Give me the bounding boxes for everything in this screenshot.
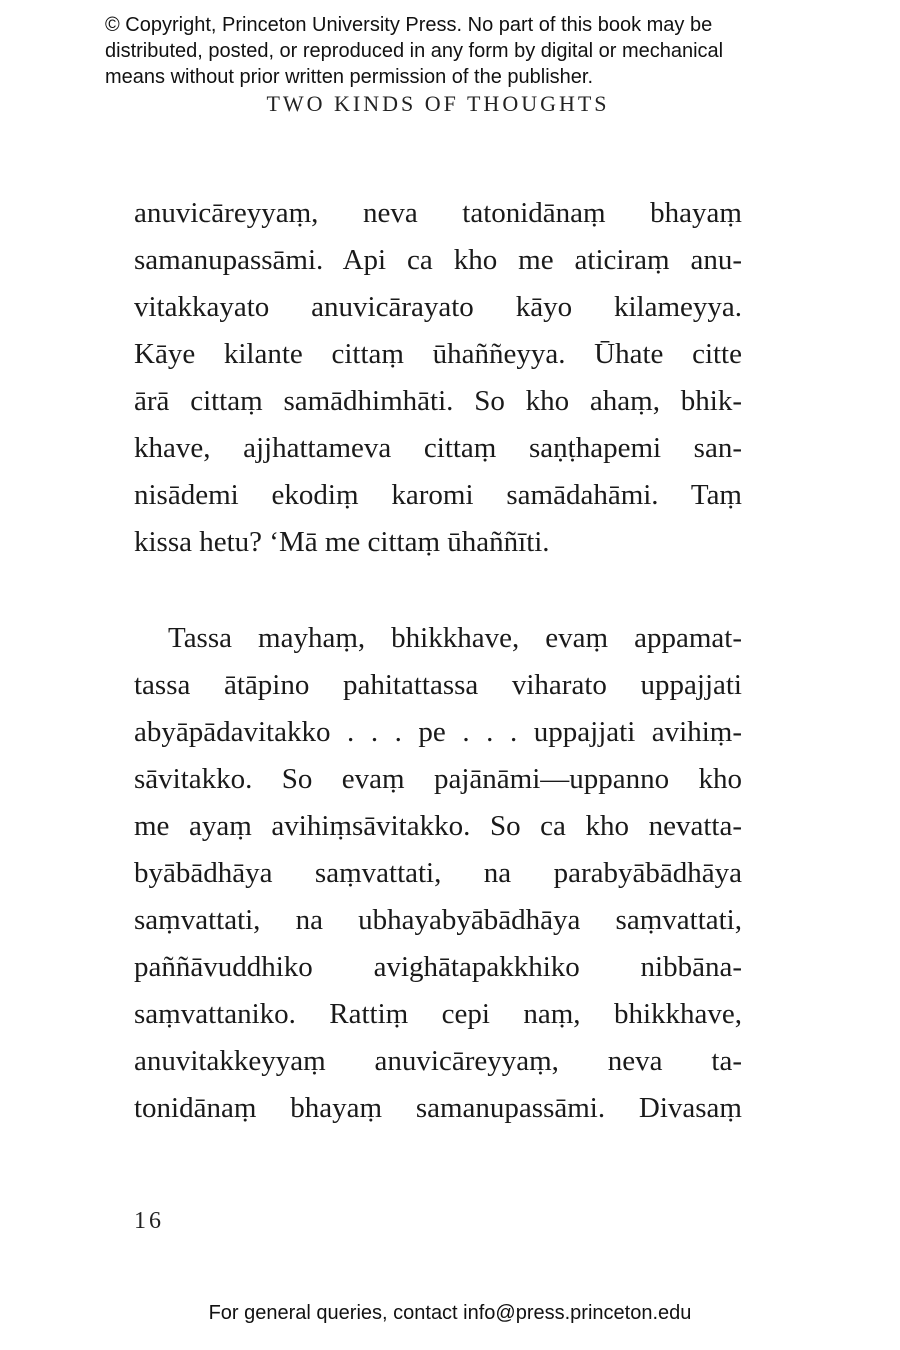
text-line: saṃvattaniko. Rattiṃ cepi naṃ, bhikkhave, <box>134 998 742 1030</box>
text-line: byābādhāya saṃvattati, na parabyābādhāya <box>134 857 742 889</box>
text-line: nisādemi ekodiṃ karomi samādahāmi. Taṃ <box>134 479 742 511</box>
text-line: paññāvuddhiko avighātapakkhiko nibbāna- <box>134 951 742 983</box>
text-line: Tassa mayhaṃ, bhikkhave, evaṃ appamat- <box>168 622 742 654</box>
copyright-line: © Copyright, Princeton University Press. No part of this book may be <box>105 14 713 36</box>
text-line: kissa hetu? ‘Mā me cittaṃ ūhaññīti. <box>134 526 550 558</box>
copyright-line: distributed, posted, or reproduced in any form by digital or mechanical <box>105 40 724 62</box>
text-line: abyāpādavitakko . . . pe . . . uppajjati avihiṃ- <box>134 716 742 748</box>
page-number: 16 <box>134 1208 164 1234</box>
text-line: me ayaṃ avihiṃsāvitakko. So ca kho nevatta- <box>134 810 742 842</box>
copyright-line: means without prior written permission of the publisher. <box>105 66 594 88</box>
footer-contact: For general queries, contact info@press.princeton.edu <box>208 1302 692 1324</box>
text-line: anuvicāreyyaṃ, neva tatonidānaṃ bhayaṃ <box>134 197 742 229</box>
text-line: khave, ajjhattameva cittaṃ saṇṭhapemi san- <box>134 432 742 464</box>
text-line: ārā cittaṃ samādhimhāti. So kho ahaṃ, bhik- <box>134 385 742 417</box>
paragraph-1 <box>134 190 742 566</box>
text-line: tonidānaṃ bhayaṃ samanupassāmi. Divasaṃ <box>134 1092 742 1124</box>
text-line: Kāye kilante cittaṃ ūhaññeyya. Ūhate citte <box>134 338 742 370</box>
copyright-notice <box>105 12 825 90</box>
text-line: tassa ātāpino pahitattassa viharato uppajjati <box>134 669 742 701</box>
running-head: TWO KINDS OF THOUGHTS <box>266 91 610 116</box>
text-line: saṃvattati, na ubhayabyābādhāya saṃvattati, <box>134 904 742 936</box>
text-line: samanupassāmi. Api ca kho me aticiraṃ anu- <box>134 244 742 276</box>
text-line: sāvitakko. So evaṃ pajānāmi—uppanno kho <box>134 763 742 795</box>
text-line: anuvitakkeyyaṃ anuvicāreyyaṃ, neva ta- <box>134 1045 742 1077</box>
text-line: vitakkayato anuvicārayato kāyo kilameyya. <box>134 291 742 323</box>
paragraph-2 <box>134 615 742 1132</box>
